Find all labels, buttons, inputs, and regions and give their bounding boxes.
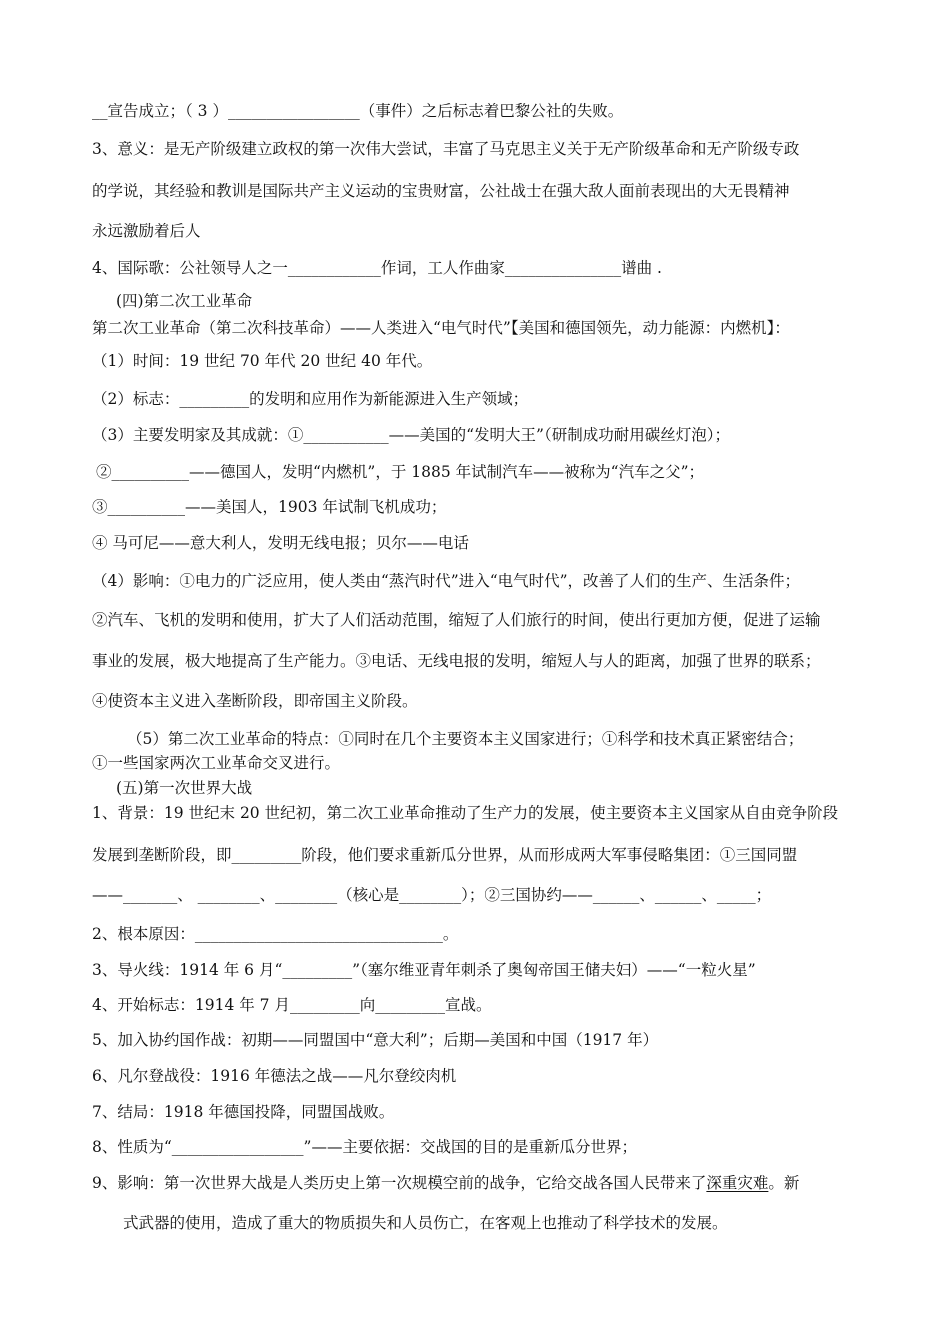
text-line: 第二次工业革命（第二次科技革命）——人类进入“电气时代”【美国和德国领先，动力能源：内燃机】：: [92, 319, 790, 337]
text-line: 3、意义：是无产阶级建立政权的第一次伟大尝试，丰富了马克思主义关于无产阶级革命和无产阶级专政: [92, 140, 800, 158]
text-line: __宣告成立；（ 3 ）_________________（事件）之后标志着巴黎公社的失败。: [92, 102, 624, 120]
underlined-phrase: 深重灾难: [706, 1174, 769, 1192]
text-line: ③__________——美国人，1903 年试制飞机成功；: [92, 498, 447, 516]
text-line: （5）第二次工业革命的特点：①同时在几个主要资本主义国家进行；①科学和技术真正紧密结合；: [127, 730, 804, 748]
text-line: ②__________——德国人，发明“内燃机”，于 1885 年试制汽车——被称为“汽车之父”；: [96, 463, 704, 481]
text-line: 永远激励着后人: [92, 222, 201, 240]
text-line: （2）标志：_________的发明和应用作为新能源进入生产领域；: [92, 390, 529, 408]
text-segment: 9、影响：第一次世界大战是人类历史上第一次规模空前的战争，它给交战各国人民带来了: [92, 1174, 707, 1192]
text-line: 8、性质为“_________________”——主要依据：交战国的目的是重新瓜分世界；: [92, 1138, 637, 1156]
text-segment: 。新: [768, 1174, 800, 1192]
text-line: 1、背景：19 世纪末 20 世纪初，第二次工业革命推动了生产力的发展，使主要资本主义国家从自由竞争阶段: [92, 804, 839, 822]
text-line: （3）主要发明家及其成就：①___________——美国的“发明大王”（研制成功耐用碳丝灯泡）；: [92, 426, 730, 444]
text-line: 事业的发展，极大地提高了生产能力。③电话、无线电报的发明，缩短人与人的距离，加强了世界的联系；: [92, 652, 821, 670]
text-line: ④ 马可尼——意大利人，发明无线电报；贝尔——电话: [92, 534, 469, 552]
text-line: ——_______、 ________、________（核心是________）；②三国协约——______、______、_____；: [92, 886, 772, 904]
text-line: 4、开始标志：1914 年 7 月_________向_________宣战。: [92, 996, 492, 1014]
text-line: 发展到垄断阶段，即_________阶段，他们要求重新瓜分世界，从而形成两大军事侵略集团：①三国同盟: [92, 846, 798, 864]
text-line: ②汽车、飞机的发明和使用，扩大了人们活动范围，缩短了人们旅行的时间，使出行更加方便，促进了运输: [92, 611, 821, 629]
text-line: 3、导火线：1914 年 6 月“_________”（塞尔维亚青年刺杀了奥匈帝国王储夫妇）——“一粒火星”: [92, 961, 756, 979]
text-line: 4、国际歌：公社领导人之一____________作词，工人作曲家_______________谱曲 .: [92, 259, 662, 277]
text-line: 的学说，其经验和教训是国际共产主义运动的宝贵财富，公社战士在强大敌人面前表现出的大无畏精神: [92, 182, 790, 200]
text-line: ④使资本主义进入垄断阶段，即帝国主义阶段。: [92, 692, 418, 710]
text-line: （1）时间：19 世纪 70 年代 20 世纪 40 年代。: [92, 352, 433, 370]
text-line: 6、凡尔登战役：1916 年德法之战——凡尔登绞肉机: [92, 1067, 457, 1085]
text-line: 5、加入协约国作战：初期——同盟国中“意大利”；后期—美国和中国（1917 年）: [92, 1031, 659, 1049]
text-line: ①一些国家两次工业革命交叉进行。: [92, 754, 341, 772]
text-line: [92, 1173, 799, 1193]
section-heading: (四)第二次工业革命: [116, 292, 253, 310]
text-line: 2、根本原因：________________________________。: [92, 925, 459, 943]
text-line: （4）影响：①电力的广泛应用，使人类由“蒸汽时代”进入“电气时代”，改善了人们的生产、生活条件；: [92, 572, 801, 590]
text-line: 7、结局：1918 年德国投降，同盟国战败。: [92, 1103, 395, 1121]
text-line: 式武器的使用，造成了重大的物质损失和人员伤亡，在客观上也推动了科学技术的发展。: [123, 1214, 728, 1232]
section-heading: (五)第一次世界大战: [116, 779, 253, 797]
